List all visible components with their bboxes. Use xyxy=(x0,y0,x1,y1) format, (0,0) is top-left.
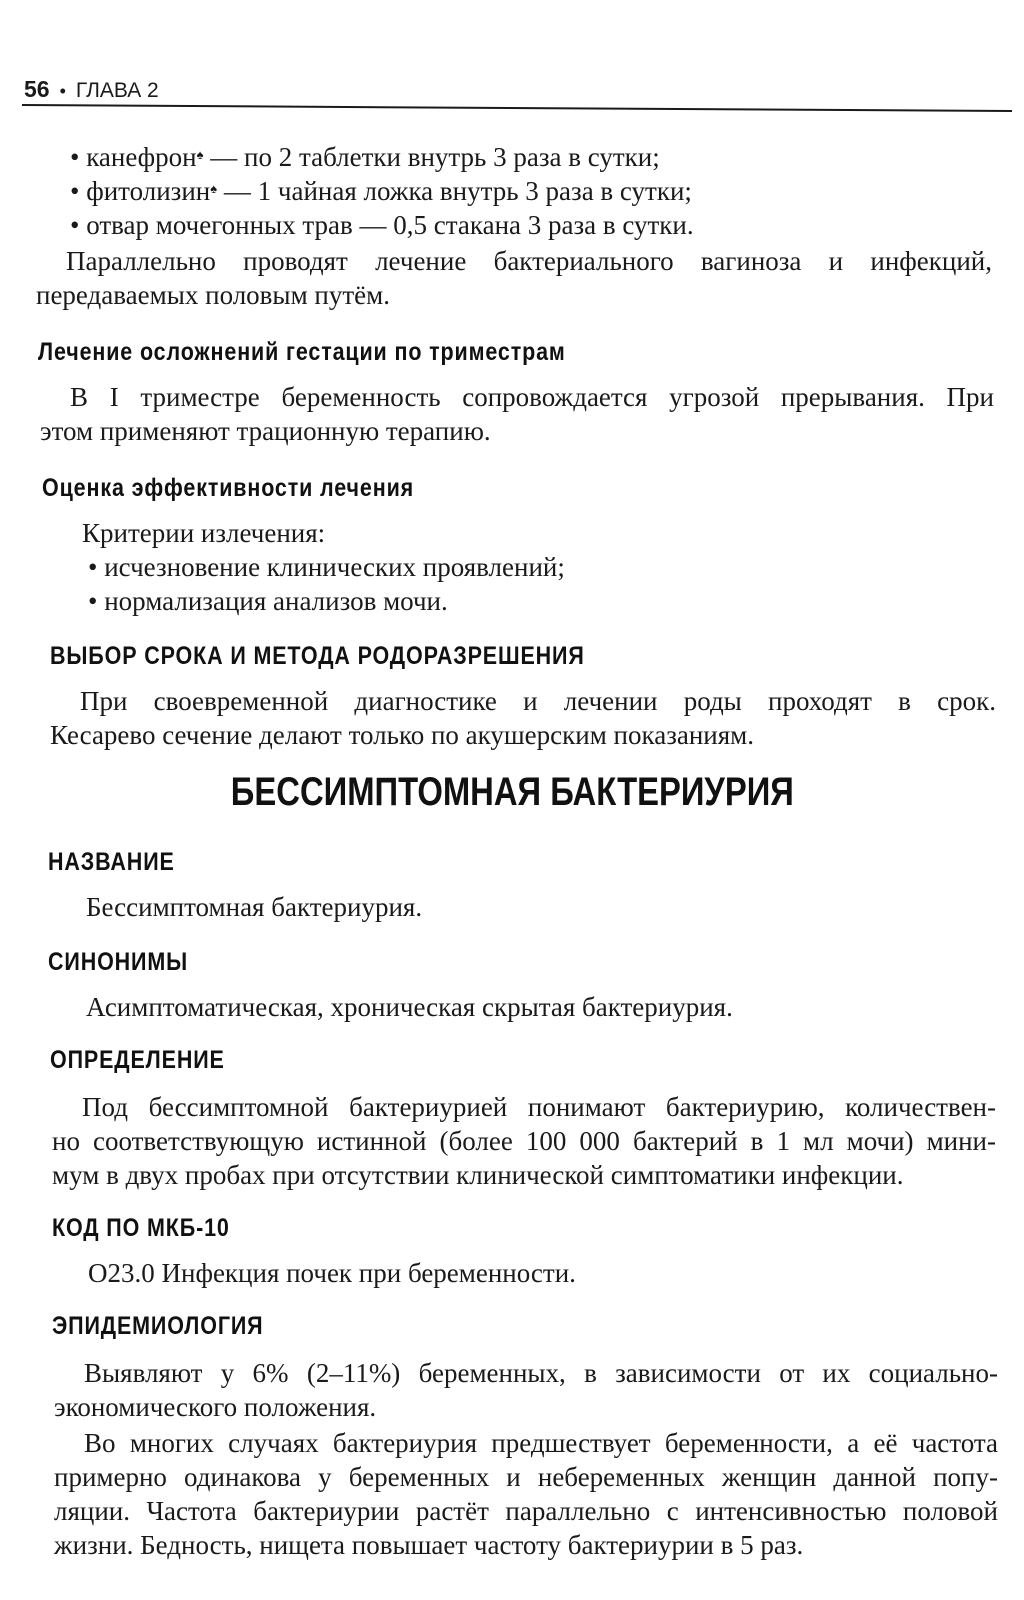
header-rule xyxy=(22,104,1012,112)
icd-text: O23.0 Инфекция почек при беременности. xyxy=(88,1258,576,1288)
page-number: 56 xyxy=(24,76,50,102)
heading-efficacy: Оценка эффективности лечения xyxy=(42,474,415,502)
criteria-item: • исчезновение клинических проявлений; xyxy=(88,552,565,582)
heading-name: НАЗВАНИЕ xyxy=(48,848,175,876)
main-title: БЕССИМПТОМНАЯ БАКТЕРИУРИЯ xyxy=(230,770,794,814)
heading-trimester: Лечение осложнений гестации по триместрам xyxy=(38,338,566,366)
paragraph-definition: Под бессимптомной бактериурией понимают бактериурию, количествен- но соответствующую истинной (более 100 000 бактерий в 1 мл мочи) мини- мум в двух пробах при отсутствии клинической симптоматики инфекции. xyxy=(52,1092,996,1190)
criteria-intro: Критерии излечения: xyxy=(82,518,326,548)
running-head xyxy=(24,76,159,103)
drug-name: канефрон xyxy=(86,142,197,172)
bullet-mark: • xyxy=(70,210,80,240)
drug-mark-icon: ♠ xyxy=(196,147,204,162)
heading-delivery: ВЫБОР СРОКА И МЕТОДА РОДОРАЗРЕШЕНИЯ xyxy=(50,642,585,670)
paragraph-delivery: При своевременной диагностике и лечении роды проходят в срок. Кесарево сечение делают только по акушерским показаниям. xyxy=(50,686,996,750)
heading-icd: КОД ПО МКБ-10 xyxy=(52,1214,230,1242)
dosage-text: — по 2 таблетки внутрь 3 раза в сутки; xyxy=(203,142,660,172)
criteria-item: • нормализация анализов мочи. xyxy=(88,586,448,616)
bullet-mark: • xyxy=(70,142,80,172)
paragraph-epidemiology-2: Во многих случаях бактериурия предшествует беременности, а её частота примерно одинакова у беременных и небеременных женщин данной попу- ляции. Частота бактериурии растёт параллельно с интенсивностью половой жизни. Бедность, нищета повышает частоту бактериурии в 5 раз. xyxy=(54,1428,998,1560)
bullet-mark: • xyxy=(70,176,80,206)
dosage-text: отвар мочегонных трав — 0,5 стакана 3 раза в сутки. xyxy=(86,210,694,240)
heading-epidemiology: ЭПИДЕМИОЛОГИЯ xyxy=(52,1312,264,1340)
drug-mark-icon: ♠ xyxy=(210,181,218,196)
bullet-herbs xyxy=(70,208,694,242)
dosage-text: — 1 чайная ложка внутрь 3 раза в сутки; xyxy=(217,176,692,206)
heading-synonyms: СИНОНИМЫ xyxy=(48,948,189,976)
chapter-label: ГЛАВА 2 xyxy=(75,79,159,102)
paragraph-trimester: В I триместре беременность сопровождается угрозой прерывания. При этом применяют трационную терапию. xyxy=(40,382,994,446)
name-text: Бессимптомная бактериурия. xyxy=(86,892,423,922)
bullet-kanefron xyxy=(70,140,660,174)
separator-dot: • xyxy=(59,81,66,101)
heading-definition: ОПРЕДЕЛЕНИЕ xyxy=(50,1046,225,1074)
bullet-fitolizin xyxy=(70,174,692,208)
synonyms-text: Асимптоматическая, хроническая скрытая бактериурия. xyxy=(86,992,733,1022)
drug-name: фитолизин xyxy=(86,176,211,206)
paragraph-epidemiology-1: Выявляют у 6% (2–11%) беременных, в зависимости от их социально- экономического положения. xyxy=(54,1358,998,1422)
paragraph-parallel: Параллельно проводят лечение бактериального вагиноза и инфекций, передаваемых половым путём. xyxy=(36,246,992,310)
